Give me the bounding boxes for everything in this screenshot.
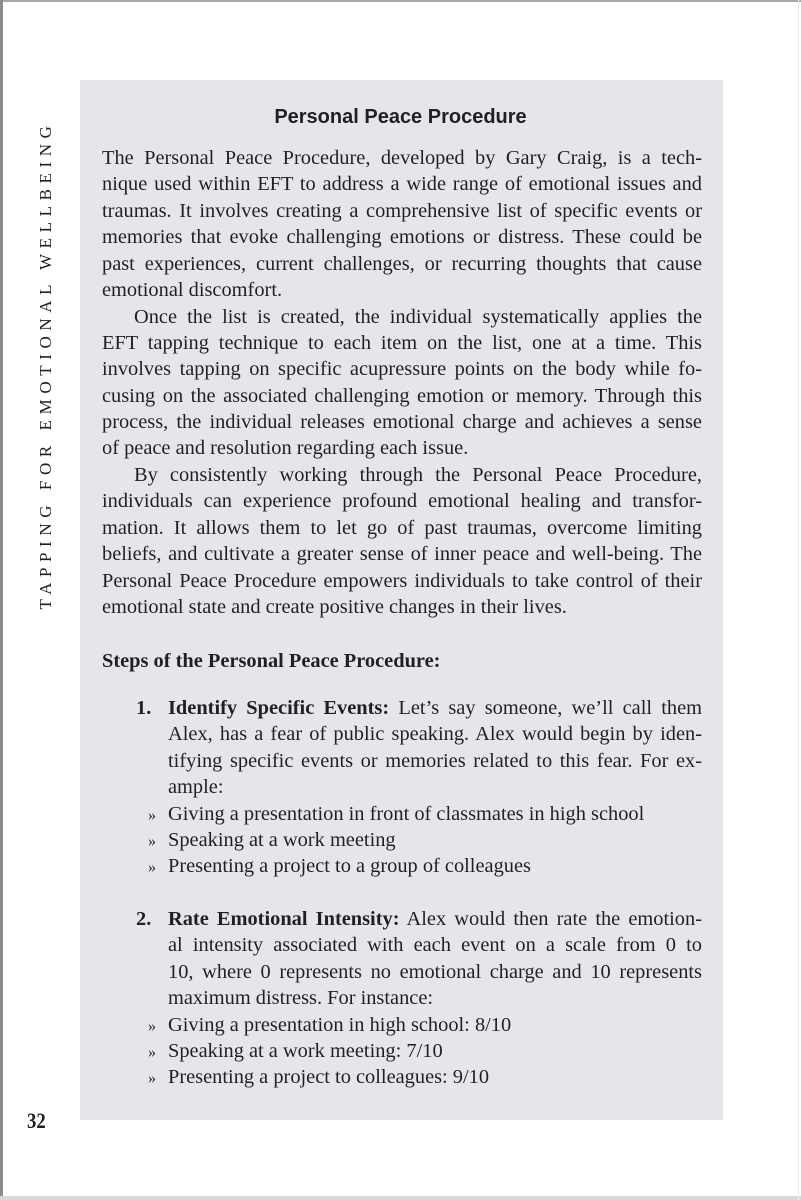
paragraph-line: emotional state and create positive changes in their lives. [102,595,567,618]
step-2 [136,906,702,1091]
page-number: 32 [27,1108,46,1133]
bullet-marker-icon: » [148,806,156,824]
paragraph-line: involves tapping on specific acupressure points on the body while fo- [102,358,702,381]
step-line: Alex, has a fear of public speaking. Alex would begin by iden- [168,723,702,746]
paragraph-line: past experiences, current challenges, or recurring thoughts that cause [102,252,702,275]
step-line: ample: [168,776,224,799]
bullet-marker-icon: » [148,832,156,850]
page-edge-left [0,0,3,1200]
step-line: tifying specific events or memories related to this fear. For ex- [168,749,702,772]
bullet-item [148,827,702,853]
bullet-text: Speaking at a work meeting [168,828,396,851]
bullet-marker-icon: » [148,859,156,877]
step-body [168,906,702,1012]
steps-heading: Steps of the Personal Peace Procedure: [102,650,441,672]
paragraph-line: traumas. It involves creating a comprehensive list of specific events or [102,199,702,222]
bullet-marker-icon: » [148,1017,156,1035]
step-line: maximum distress. For instance: [168,987,434,1010]
paragraph-line: Personal Peace Procedure empowers individuals to take control of their [102,569,702,592]
step-label: Identify Specific Events: [168,697,390,719]
paragraph-line: nique used within EFT to address a wide range of emotional issues and [102,173,702,196]
bullet-item [148,801,702,827]
paragraph-line: By consistently working through the Personal Peace Procedure, [134,464,702,486]
bullet-text: Presenting a project to a group of colleagues [168,855,531,878]
step-bullets [136,801,702,880]
page-edge-top [0,0,801,2]
paragraph-line: Once the list is created, the individual systematically applies the [134,305,702,328]
paragraph-line: beliefs, and cultivate a greater sense of inner peace and well-being. The [102,543,702,566]
box-title: Personal Peace Procedure [274,106,527,128]
step-first-line [168,695,702,721]
paragraph-line: emotional discomfort. [102,278,283,301]
paragraph-line: individuals can experience profound emotional healing and transfor- [102,490,702,513]
bullet-marker-icon: » [148,1043,156,1061]
step-text: Alex would then rate the emotion- [399,908,702,930]
step-text: Let’s say someone, we’ll call them [389,697,702,719]
step-bullets [136,1012,702,1091]
bullet-item [148,1064,702,1090]
bullet-item [148,853,702,879]
step-line: 10, where 0 represents no emotional charge and 10 represents [168,960,702,983]
paragraph-line: of peace and resolution regarding each issue. [102,437,469,460]
step-number: 2. [136,908,152,930]
paragraph-line: The Personal Peace Procedure, developed by Gary Craig, is a tech- [102,147,702,169]
step-body [168,695,702,801]
bullet-text: Speaking at a work meeting: 7/10 [168,1039,443,1062]
paragraph-line: cusing on the associated challenging emotion or memory. Through this [102,384,702,407]
step-line: al intensity associated with each event on a scale from 0 to [168,934,702,957]
bullet-text: Giving a presentation in high school: 8/10 [168,1013,512,1036]
paragraph-line: mation. It allows them to let go of past traumas, overcome limiting [102,516,702,539]
step-1 [136,695,702,880]
page-edge-bottom [0,1196,801,1200]
bullet-item [148,1038,702,1064]
paragraph-3 [102,462,702,620]
running-header: TAPPING FOR EMOTIONAL WELLBEING [36,120,55,610]
paragraph-2 [102,304,702,462]
step-label: Rate Emotional Intensity: [168,908,400,930]
paragraph-line: EFT tapping technique to each item on the list, one at a time. This [102,331,702,354]
paragraph-line: memories that evoke challenging emotions or distress. These could be [102,226,702,249]
paragraph-line: process, the individual releases emotional charge and achieves a sense [102,411,702,434]
paragraph-1 [102,145,702,303]
bullet-marker-icon: » [148,1070,156,1088]
page-edge-right [798,0,799,1200]
step-first-line [168,906,702,932]
bullet-text: Giving a presentation in front of classmates in high school [168,802,645,825]
step-number: 1. [136,697,152,719]
bullet-item [148,1012,702,1038]
bullet-text: Presenting a project to colleagues: 9/10 [168,1066,490,1089]
